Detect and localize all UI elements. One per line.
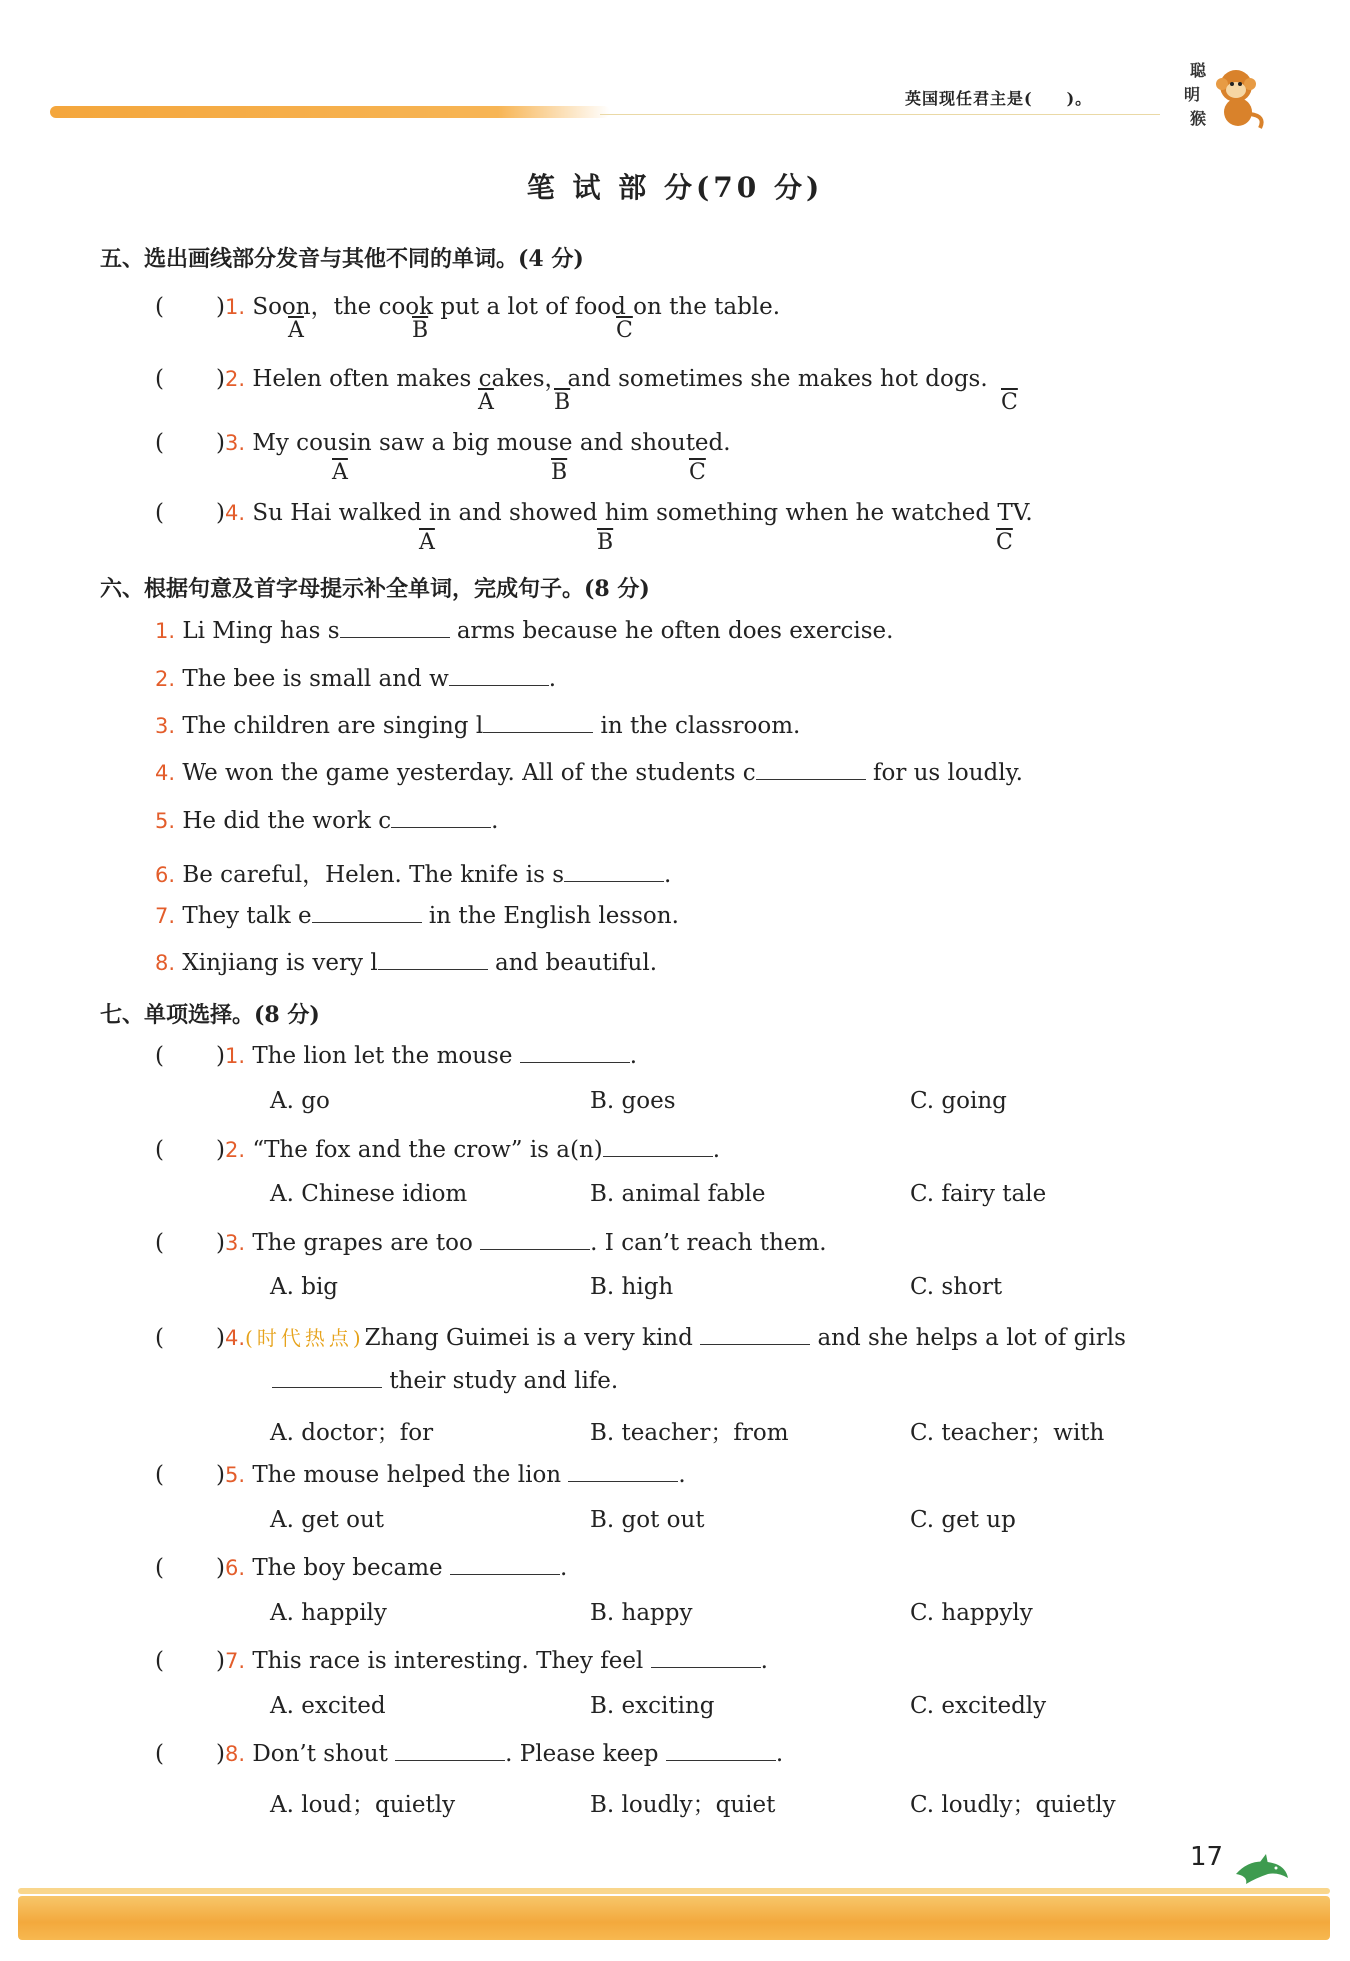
option-letter: $\overline{C}$ [616, 318, 633, 343]
dolphin-icon [1232, 1852, 1292, 1888]
question-continuation: their study and life. [272, 1368, 618, 1394]
monkey-logo [1180, 56, 1270, 136]
fill-blank-row: 1. Li Ming has s arms because he often does exercise. [155, 618, 894, 644]
option-b[interactable]: B. got out [590, 1507, 705, 1533]
logo-char: 明 [1184, 85, 1201, 104]
answer-blank[interactable] [312, 904, 422, 923]
option-b[interactable]: B. high [590, 1274, 674, 1300]
choice-question: ( )3. The grapes are too . I can’t reach them. [155, 1230, 827, 1256]
option-letter: $\overline{C}$ [689, 460, 706, 485]
option-c[interactable]: C. fairy tale [910, 1181, 1047, 1207]
question-row: ( )4. Su Hai walked in and showed him something when he watched TV. [155, 500, 1033, 526]
answer-blank[interactable] [564, 863, 664, 882]
choice-question: ( )7. This race is interesting. They feel . [155, 1648, 768, 1674]
option-c[interactable]: C. excitedly [910, 1693, 1047, 1719]
answer-blank[interactable] [391, 809, 491, 828]
choice-question: ( )8. Don’t shout . Please keep . [155, 1741, 784, 1767]
option-b[interactable]: B. goes [590, 1088, 676, 1114]
fill-blank-row: 2. The bee is small and w . [155, 666, 557, 692]
option-letter: $\overline{A}$ [478, 390, 494, 415]
page-title: 笔 试 部 分(70 分) [526, 171, 824, 204]
hot-topic-tag: (时代热点) [245, 1326, 365, 1350]
option-c[interactable]: C. going [910, 1088, 1007, 1114]
answer-blank[interactable] [603, 1138, 713, 1157]
fill-blank-row: 3. The children are singing l in the classroom. [155, 713, 801, 739]
option-c[interactable]: C. get up [910, 1507, 1016, 1533]
answer-blank[interactable] [378, 951, 488, 970]
answer-blank[interactable] [666, 1742, 776, 1761]
choice-question: ( )2. “The fox and the crow” is a(n) . [155, 1137, 721, 1163]
option-b[interactable]: B. teacher；from [590, 1420, 789, 1446]
option-a[interactable]: A. get out [270, 1507, 385, 1533]
fill-blank-row: 7. They talk e in the English lesson. [155, 903, 679, 929]
logo-char: 猴 [1190, 109, 1207, 128]
option-a[interactable]: A. Chinese idiom [270, 1181, 468, 1207]
option-c[interactable]: C. loudly；quietly [910, 1792, 1116, 1818]
answer-blank[interactable] [272, 1369, 382, 1388]
option-letter: $\overline{A}$ [419, 530, 435, 555]
footer-band [18, 1896, 1330, 1940]
answer-blank[interactable] [483, 714, 593, 733]
answer-blank[interactable] [651, 1649, 761, 1668]
answer-blank[interactable] [480, 1231, 590, 1250]
answer-blank[interactable] [449, 667, 549, 686]
option-letter: $\overline{C}$ [996, 530, 1013, 555]
answer-blank[interactable] [520, 1044, 630, 1063]
section-title: 五、选出画线部分发音与其他不同的单词。(4 分) [100, 246, 584, 272]
fill-blank-row: 8. Xinjiang is very l and beautiful. [155, 950, 658, 976]
option-letter: $\overline{B}$ [412, 318, 429, 343]
header-band [50, 106, 610, 118]
option-a[interactable]: A. loud；quietly [270, 1792, 456, 1818]
section-title: 六、根据句意及首字母提示补全单词，完成句子。(8 分) [100, 576, 650, 602]
option-letter: $\overline{A}$ [288, 318, 304, 343]
question-row: ( )1. Soon，the cook put a lot of food on the table. [155, 294, 781, 320]
choice-question: ( )4.(时代热点)Zhang Guimei is a very kind and she helps a lot of girls [155, 1325, 1126, 1351]
page-number: 17 [1190, 1842, 1224, 1872]
question-row: ( )2. Helen often makes cakes，and sometimes she makes hot dogs. [155, 366, 988, 392]
option-a[interactable]: A. go [270, 1088, 330, 1114]
option-letter: $\overline{B}$ [551, 460, 568, 485]
header-question: 英国现任君主是( )。 [905, 89, 1093, 108]
option-b[interactable]: B. happy [590, 1600, 693, 1626]
question-row: ( )3. My cousin saw a big mouse and shouted. [155, 430, 731, 456]
question-number: 3. [224, 431, 246, 455]
answer-blank[interactable] [756, 761, 866, 780]
question-number: 2. [224, 367, 246, 391]
choice-question: ( )1. The lion let the mouse . [155, 1043, 638, 1069]
option-letter: $\overline{B}$ [597, 530, 614, 555]
fill-blank-row: 6. Be careful，Helen. The knife is s . [155, 862, 672, 888]
option-a[interactable]: A. big [270, 1274, 339, 1300]
answer-blank[interactable] [700, 1326, 810, 1345]
option-c[interactable]: C. happyly [910, 1600, 1033, 1626]
option-b[interactable]: B. loudly；quiet [590, 1792, 776, 1818]
option-letter: $\overline{A}$ [332, 460, 348, 485]
option-b[interactable]: B. animal fable [590, 1181, 766, 1207]
question-number: 1. [224, 295, 246, 319]
option-letter: $\overline{B}$ [554, 390, 571, 415]
option-letter: $\overline{C}$ [1001, 390, 1018, 415]
fill-blank-row: 5. He did the work c . [155, 808, 499, 834]
option-a[interactable]: A. doctor；for [270, 1420, 434, 1446]
option-a[interactable]: A. happily [270, 1600, 387, 1626]
logo-char: 聪 [1190, 61, 1207, 80]
question-number: 4. [224, 501, 246, 525]
answer-blank[interactable] [568, 1463, 678, 1482]
answer-blank[interactable] [450, 1556, 560, 1575]
option-c[interactable]: C. short [910, 1274, 1003, 1300]
choice-question: ( )6. The boy became . [155, 1555, 568, 1581]
header-rule [600, 114, 1160, 115]
option-b[interactable]: B. exciting [590, 1693, 715, 1719]
option-a[interactable]: A. excited [270, 1693, 386, 1719]
section-title: 七、单项选择。(8 分) [100, 1002, 320, 1028]
footer-stripe [18, 1888, 1330, 1894]
option-c[interactable]: C. teacher；with [910, 1420, 1105, 1446]
fill-blank-row: 4. We won the game yesterday. All of the students c for us loudly. [155, 760, 1023, 786]
answer-blank[interactable] [340, 619, 450, 638]
choice-question: ( )5. The mouse helped the lion . [155, 1462, 686, 1488]
answer-blank[interactable] [395, 1742, 505, 1761]
monkey-icon [1210, 64, 1268, 130]
